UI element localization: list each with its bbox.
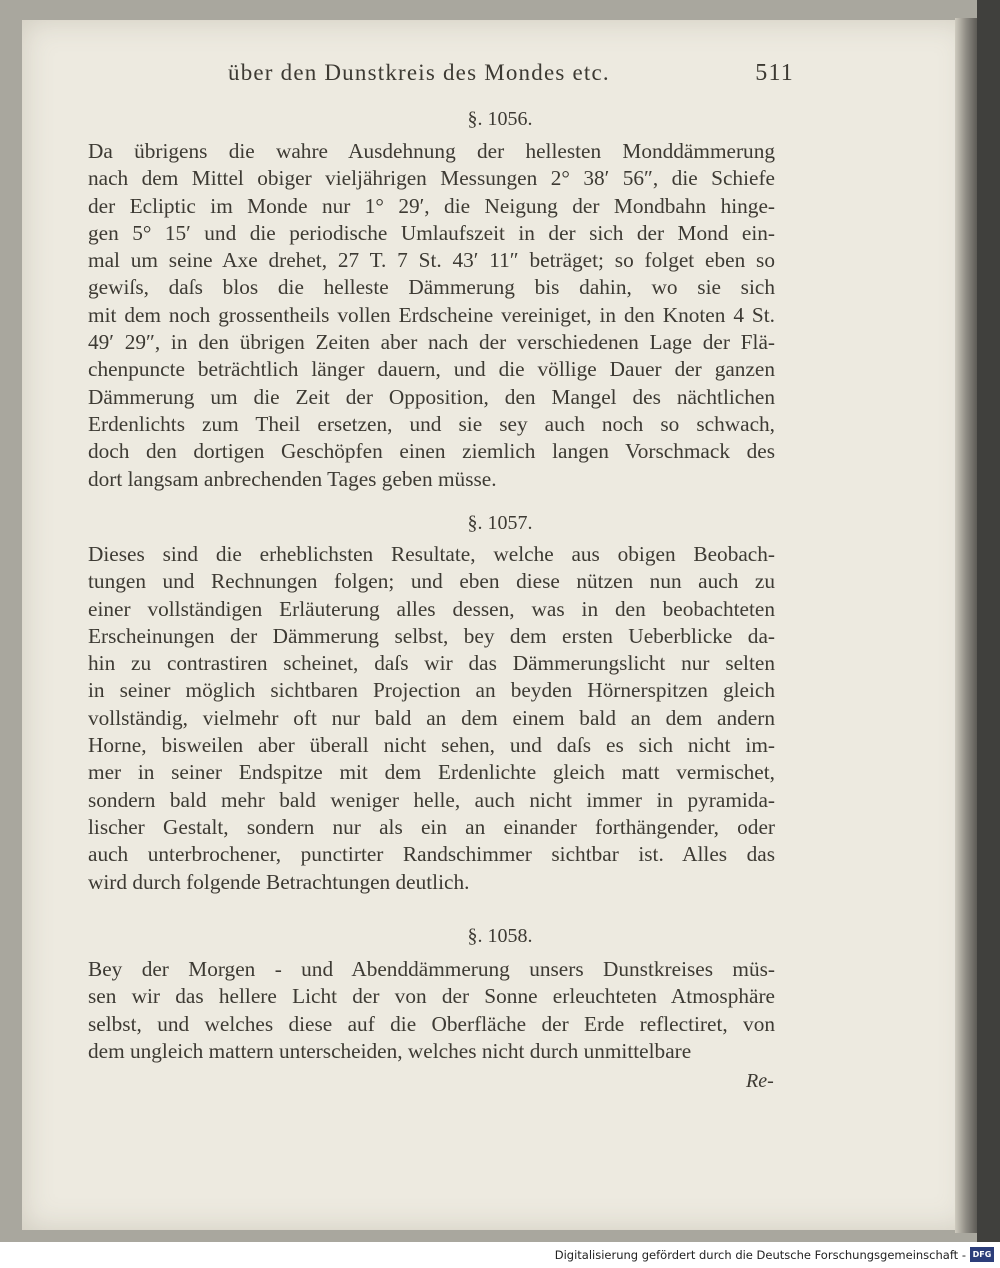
text-line: einer vollständigen Erläuterung alles dessen, was in den beobachteten	[88, 596, 775, 621]
text-line: mal um seine Axe drehet, 27 T. 7 St. 43′ 11″ beträget; so folget eben so	[88, 248, 775, 273]
text-line: nach dem Mittel obiger vieljährigen Messungen 2° 38′ 56″, die Schiefe	[88, 166, 775, 191]
text-line: doch den dortigen Geschöpfen einen ziemlich langen Vorschmack des	[88, 439, 775, 464]
text-line: dem ungleich mattern unterscheiden, welches nicht durch unmittelbare	[88, 1038, 692, 1063]
paragraph-1057	[88, 541, 775, 896]
scan-edge	[977, 0, 1000, 1242]
running-header	[228, 60, 794, 86]
text-line: gewiſs, daſs blos die helleste Dämmerung bis dahin, wo sie sich	[88, 275, 775, 300]
text-line: in seiner möglich sichtbaren Projection an beyden Hörnerspitzen gleich	[88, 678, 775, 703]
dfg-logo: DFG	[970, 1247, 994, 1262]
text-line: Erdenlichts zum Theil ersetzen, und sie sey auch noch so schwach,	[88, 411, 775, 436]
catchword: Re-	[746, 1070, 774, 1092]
text-line: auch unterbrochener, punctirter Randschimmer sichtbar ist. Alles das	[88, 842, 775, 867]
funding-notice: Digitalisierung gefördert durch die Deutsche Forschungsgemeinschaft -	[554, 1248, 966, 1262]
section-heading-1058: §. 1058.	[467, 925, 533, 947]
paragraph-1058	[88, 956, 775, 1065]
text-line: der Ecliptic im Monde nur 1° 29′, die Neigung der Mondbahn hinge-	[88, 193, 775, 218]
paragraph-1056	[88, 138, 775, 493]
footer-bar	[0, 1242, 1000, 1268]
text-line: tungen und Rechnungen folgen; und eben diese nützen nun auch zu	[88, 569, 775, 594]
text-line: Horne, bisweilen aber überall nicht sehen, und daſs es sich nicht im-	[88, 733, 775, 758]
text-line: dort langsam anbrechenden Tages geben müsse.	[88, 466, 497, 491]
text-line: chenpuncte beträchtlich länger dauern, und die völlige Dauer der ganzen	[88, 357, 775, 382]
book-spine	[955, 18, 977, 1233]
running-title: über den Dunstkreis des Mondes etc.	[228, 60, 610, 85]
text-line: sondern bald mehr bald weniger helle, auch nicht immer in pyramida-	[88, 787, 775, 812]
text-line: vollständig, vielmehr oft nur bald an dem einem bald an dem andern	[88, 705, 775, 730]
text-line: Da übrigens die wahre Ausdehnung der hellesten Monddämmerung	[88, 139, 775, 163]
text-line: lischer Gestalt, sondern nur als ein an einander forthängender, oder	[88, 814, 775, 839]
page-number: 511	[755, 60, 794, 86]
section-heading-1057: §. 1057.	[467, 512, 533, 534]
text-line: mer in seiner Endspitze mit dem Erdenlichte gleich matt vermischet,	[88, 760, 775, 785]
text-line: Dämmerung um die Zeit der Opposition, den Mangel des nächtlichen	[88, 384, 775, 409]
section-heading-1056: §. 1056.	[467, 108, 533, 130]
text-line: gen 5° 15′ und die periodische Umlaufszeit in der sich der Mond ein-	[88, 220, 775, 245]
text-line: mit dem noch grossentheils vollen Erdscheine vereiniget, in den Knoten 4 St.	[88, 302, 775, 327]
text-line: Dieses sind die erheblichsten Resultate, welche aus obigen Beobach-	[88, 542, 775, 566]
text-line: Bey der Morgen - und Abenddämmerung unsers Dunstkreises müs-	[88, 957, 775, 981]
text-line: 49′ 29″, in den übrigen Zeiten aber nach der verschiedenen Lage der Flä-	[88, 330, 775, 355]
text-line: Erscheinungen der Dämmerung selbst, bey dem ersten Ueberblicke da-	[88, 623, 775, 648]
text-line: hin zu contrastiren scheinet, daſs wir das Dämmerungslicht nur selten	[88, 651, 775, 676]
text-line: wird durch folgende Betrachtungen deutlich.	[88, 869, 470, 894]
text-line: sen wir das hellere Licht der von der Sonne erleuchteten Atmosphäre	[88, 984, 775, 1009]
text-line: selbst, und welches diese auf die Oberfläche der Erde reflectiret, von	[88, 1011, 775, 1036]
